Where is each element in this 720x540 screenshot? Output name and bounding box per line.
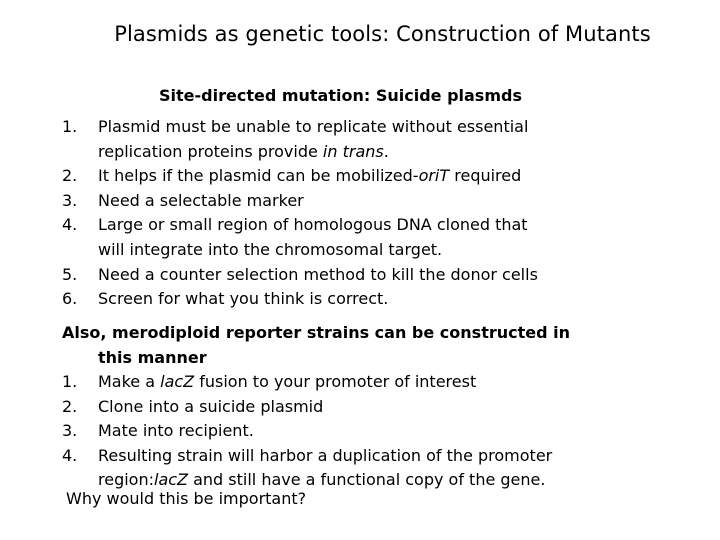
item-number: 5. xyxy=(62,264,78,284)
slide-subtitle: Site-directed mutation: Suicide plasmds xyxy=(159,86,522,105)
item-text: Make a xyxy=(98,372,161,391)
italic-term: lacZ xyxy=(154,470,189,490)
list-item xyxy=(62,395,552,420)
list-item xyxy=(62,444,552,493)
item-text: fusion to your promoter of interest xyxy=(194,372,477,391)
item-text: region: xyxy=(98,470,154,490)
item-text: Clone into a suicide plasmid xyxy=(98,396,324,416)
list-item xyxy=(62,419,552,444)
item-text: Resulting strain will harbor a duplication of the promoter xyxy=(98,445,553,465)
item-text: Need a selectable marker xyxy=(98,190,304,210)
item-number: 1. xyxy=(62,372,78,391)
italic-term: in trans xyxy=(322,141,384,161)
list-item xyxy=(62,115,538,164)
requirements-list xyxy=(62,115,538,312)
item-number: 4. xyxy=(62,215,78,235)
item-text: It helps if the plasmid can be mobilized- xyxy=(98,166,419,186)
section-heading-line: this manner xyxy=(98,347,207,367)
italic-term: lacZ xyxy=(160,372,195,391)
list-item xyxy=(62,263,538,288)
list-item xyxy=(62,164,538,189)
item-text: Mate into recipient. xyxy=(98,421,254,441)
item-number: 4. xyxy=(62,445,78,465)
reporter-steps-list xyxy=(62,370,552,493)
italic-term: oriT xyxy=(418,166,450,186)
item-text: Plasmid must be unable to replicate without essential xyxy=(98,117,529,136)
item-text: required xyxy=(449,166,522,186)
closing-question: Why would this be important? xyxy=(66,489,307,508)
list-item xyxy=(62,370,552,395)
slide-title: Plasmids as genetic tools: Construction of Mutants xyxy=(114,22,651,46)
list-item xyxy=(62,287,538,312)
item-text: Need a counter selection method to kill the donor cells xyxy=(98,264,538,284)
list-item xyxy=(62,213,538,262)
item-text: replication proteins provide xyxy=(98,141,323,161)
item-number: 3. xyxy=(62,421,78,441)
item-number: 1. xyxy=(62,117,78,136)
item-number: 2. xyxy=(62,166,78,186)
item-text: Large or small region of homologous DNA cloned that xyxy=(98,215,528,235)
item-number: 3. xyxy=(62,190,78,210)
item-number: 6. xyxy=(62,289,78,309)
section-heading-line: Also, merodiploid reporter strains can be constructed in xyxy=(62,323,570,342)
section-heading xyxy=(62,321,570,370)
item-text: . xyxy=(383,141,389,161)
item-text: will integrate into the chromosomal target. xyxy=(98,239,443,259)
list-item xyxy=(62,189,538,214)
item-text: and still have a functional copy of the gene. xyxy=(188,470,546,490)
item-number: 2. xyxy=(62,396,78,416)
item-text: Screen for what you think is correct. xyxy=(98,289,389,309)
